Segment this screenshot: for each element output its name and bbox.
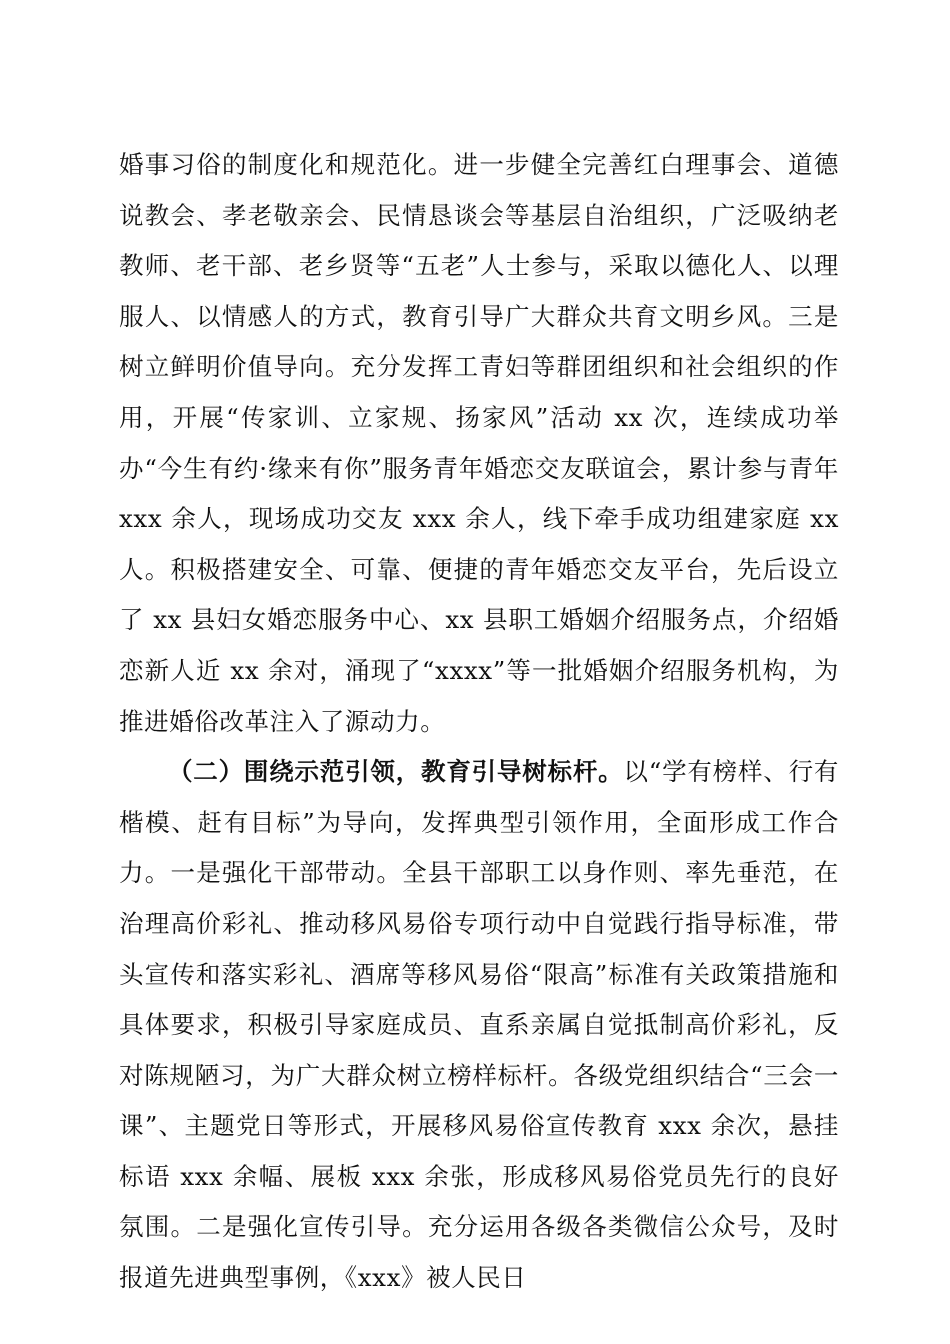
paragraph-text: 以“学有榜样、行有楷模、赶有目标”为导向，发挥典型引领作用，全面形成工作合力。一是强化干部带动。全县干部职工以身作则、率先垂范，在治理高价彩礼、推动移风易俗专项行动中自觉践行指导标准，带头宣传和落实彩礼、酒席等移风易俗“限高”标准有关政策措施和具体要求，积极引导家庭成员、直系亲属自觉抵制高价彩礼，反对陈规陋习，为广大群众树立榜样标杆。各级党组织结合“三会一课”、主题党日等形式，开展移风易俗宣传教育 xxx 余次，悬挂标语 xxx 余幅、展板 xxx 余张，形成移风易俗党员先行的良好氛围。二是强化宣传引导。充分运用各级各类微信公众号，及时报道先进典型事例，《xxx》被人民日 xyxy=(119,757,839,1293)
section-heading: （二）围绕示范引领，教育引导树标杆。 xyxy=(168,757,624,787)
document-body xyxy=(119,140,839,1304)
paragraph-continuation xyxy=(119,140,839,747)
paragraph-text: 婚事习俗的制度化和规范化。进一步健全完善红白理事会、道德说教会、孝老敬亲会、民情恳谈会等基层自治组织，广泛吸纳老教师、老干部、老乡贤等“五老”人士参与，采取以德化人、以理服人、以情感人的方式，教育引导广大群众共育文明乡风。三是树立鲜明价值导向。充分发挥工青妇等群团组织和社会组织的作用，开展“传家训、立家规、扬家风”活动 xx 次，连续成功举办“今生有约·缘来有你”服务青年婚恋交友联谊会，累计参与青年 xxx 余人，现场成功交友 xxx 余人，线下牵手成功组建家庭 xx 人。积极搭建安全、可靠、便捷的青年婚恋交友平台，先后设立了 xx 县妇女婚恋服务中心、xx 县职工婚姻介绍服务点，介绍婚恋新人近 xx 余对，涌现了“xxxx”等一批婚姻介绍服务机构，为推进婚俗改革注入了源动力。 xyxy=(119,150,839,736)
section-paragraph xyxy=(119,747,839,1304)
